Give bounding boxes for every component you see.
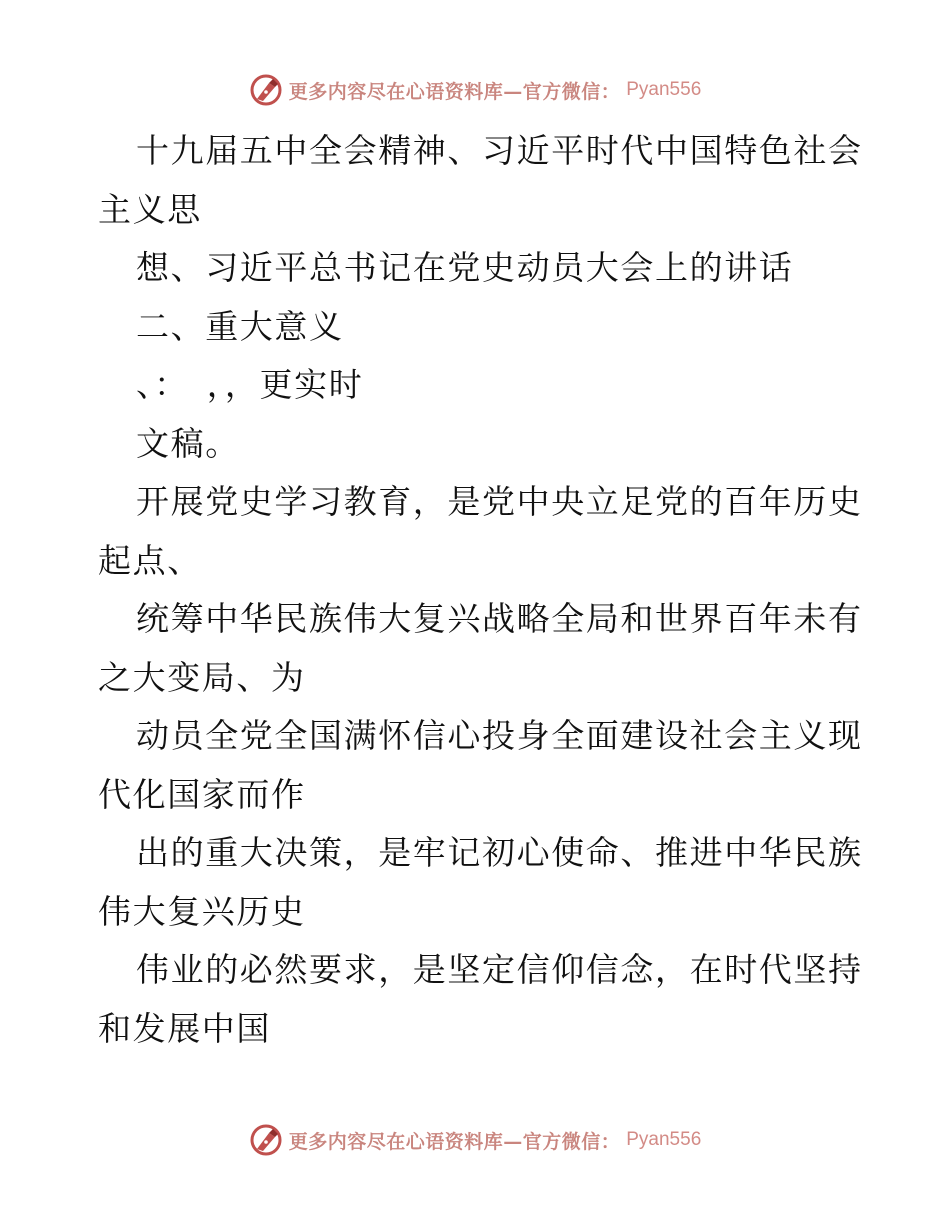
text-line: 主义思 bbox=[98, 189, 202, 229]
text-line: 动员全党全国满怀信心投身全面建设社会主义现 bbox=[136, 716, 863, 755]
watermark-account: Pyan556 bbox=[626, 79, 702, 100]
document-body bbox=[98, 122, 863, 1058]
footer-watermark bbox=[0, 1120, 950, 1160]
text-line: 出的重大决策，是牢记初心使命、推进中华民族 bbox=[136, 833, 863, 872]
text-line: 统筹中华民族伟大复兴战略全局和世界百年未有 bbox=[136, 599, 863, 638]
text-line: 代化国家而作 bbox=[98, 774, 306, 814]
text-line: 伟业的必然要求，是坚定信仰信念，在时代坚持 bbox=[136, 950, 863, 989]
pen-nib-logo-icon bbox=[249, 1123, 283, 1157]
text-line: 开展党史学习教育，是党中央立足党的百年历史 bbox=[136, 482, 863, 521]
text-line: 想、习近平总书记在党史动员大会上的讲话 bbox=[136, 248, 794, 287]
header-watermark bbox=[0, 70, 950, 110]
pen-nib-logo-icon bbox=[249, 73, 283, 107]
text-line: 文稿。 bbox=[136, 423, 240, 463]
text-line: 伟大复兴历史 bbox=[98, 891, 306, 931]
text-line: 十九届五中全会精神、习近平时代中国特色社会 bbox=[136, 131, 863, 170]
text-line: 、： ，，更实时 bbox=[136, 365, 364, 404]
watermark-text: 更多内容尽在心语资料库—官方微信： bbox=[288, 1130, 621, 1153]
text-line: 二、重大意义 bbox=[136, 306, 344, 346]
watermark-account: Pyan556 bbox=[626, 1129, 702, 1150]
text-line: 起点、 bbox=[98, 540, 202, 580]
watermark-text: 更多内容尽在心语资料库—官方微信： bbox=[288, 80, 621, 103]
text-line: 之大变局、为 bbox=[98, 657, 306, 697]
text-line: 和发展中国 bbox=[98, 1008, 271, 1048]
